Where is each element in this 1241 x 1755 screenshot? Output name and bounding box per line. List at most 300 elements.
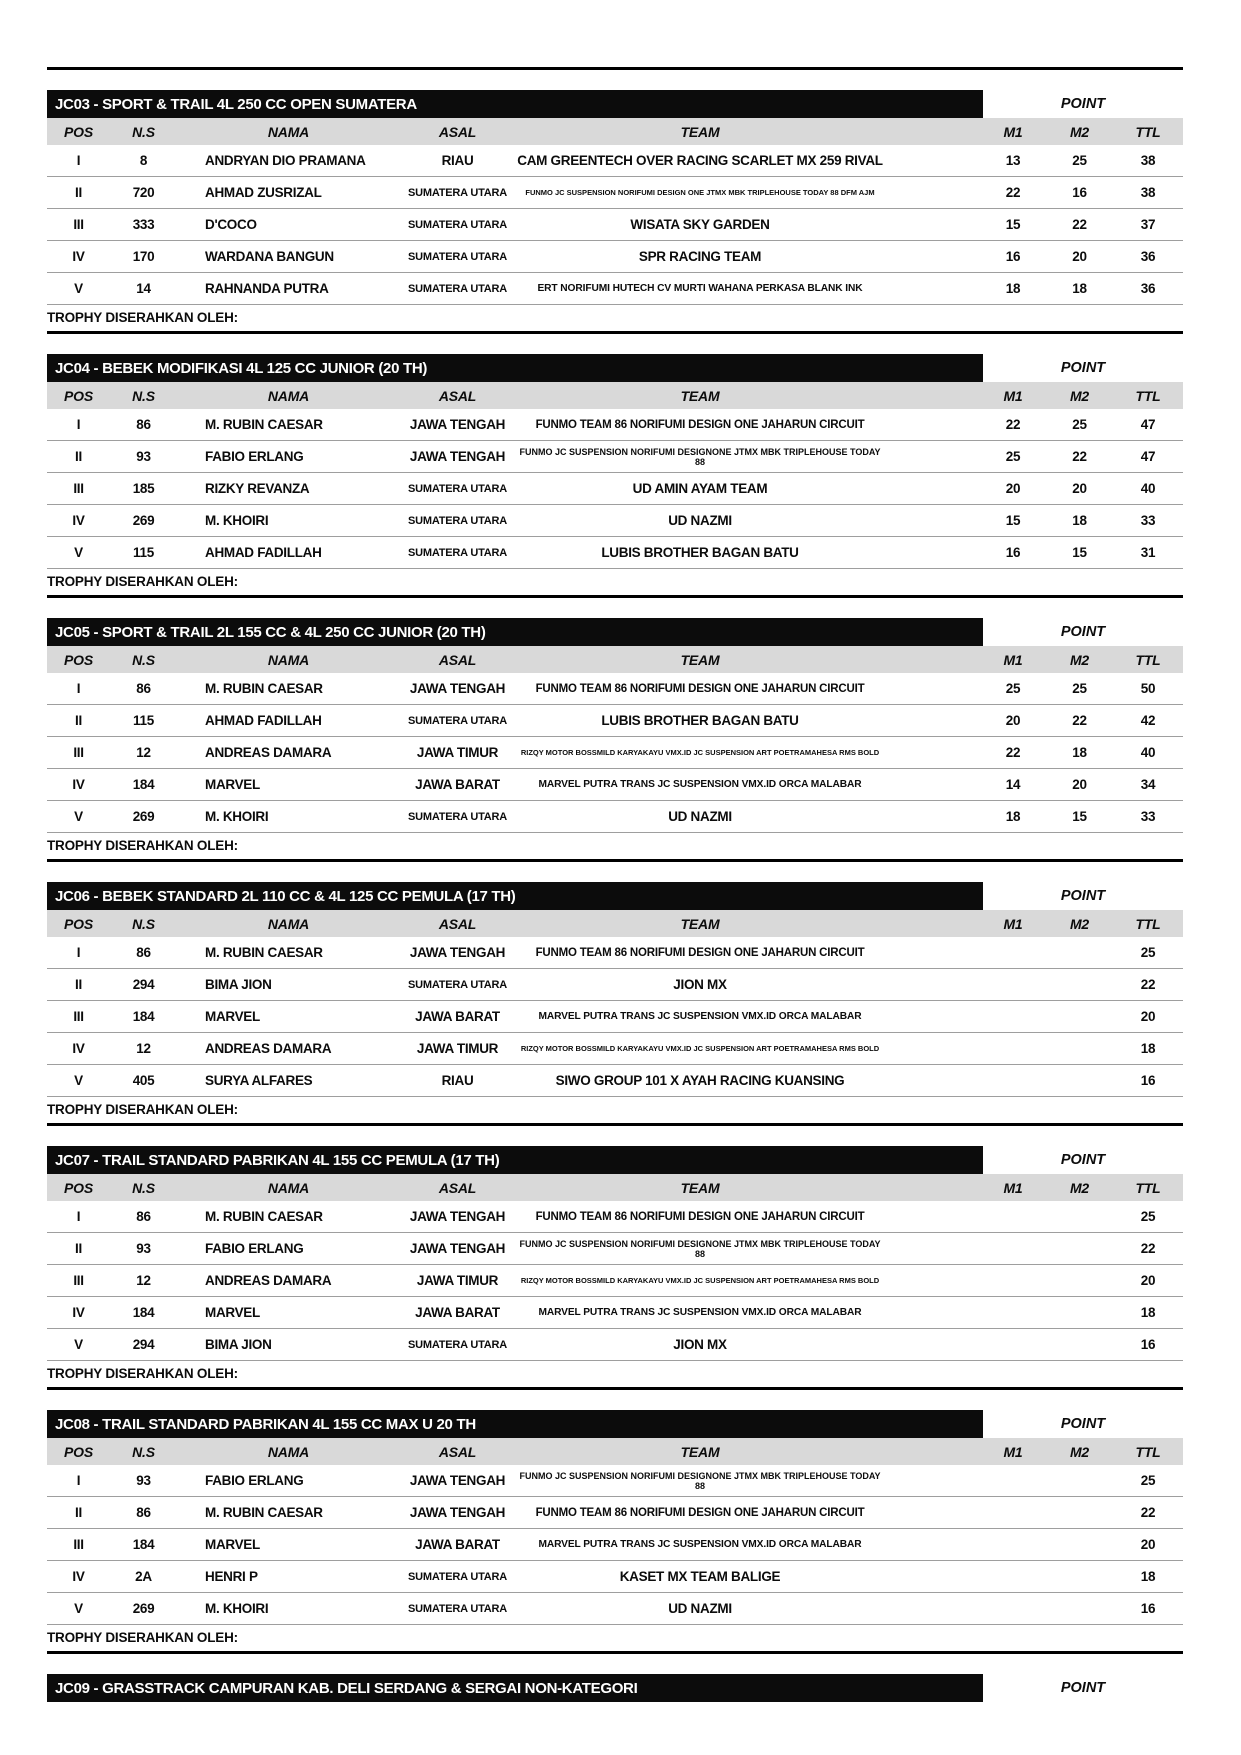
moto2-points-cell: 15 [1072,545,1087,560]
start-number-cell: 294 [132,977,155,992]
position-cell: IV [72,1041,85,1056]
class-section [47,595,1183,858]
rider-name-cell: M. KHOIRI [205,513,269,528]
rider-name-cell: MARVEL [205,1305,260,1320]
start-number-cell: 86 [136,1209,151,1224]
team-cell: RIZQY MOTOR BOSSMILD KARYAKAYU VMX.ID JC SUSPENSION ART POETRAMAHESA RMS BOLD [520,748,880,757]
col-asal: ASAL [438,387,477,404]
result-row [47,1232,1183,1264]
result-row [47,768,1183,800]
col-m1: M1 [1003,651,1023,668]
trophy-label: TROPHY DISERAHKAN OLEH: [47,1630,238,1645]
team-cell: UD NAZMI [668,1601,732,1616]
start-number-cell: 294 [132,1337,155,1352]
team-cell: KASET MX TEAM BALIGE [619,1569,781,1584]
moto1-points-cell: 16 [1005,545,1021,560]
total-points-cell: 36 [1140,249,1156,264]
total-points-cell: 18 [1140,1305,1156,1320]
moto2-points-cell: 20 [1072,481,1087,496]
rider-name-cell: M. KHOIRI [205,1601,269,1616]
origin-cell: JAWA TENGAH [409,417,506,432]
result-row [47,1528,1183,1560]
result-row [47,1592,1183,1624]
moto1-points-cell: 20 [1005,481,1021,496]
section-divider [47,1651,1183,1654]
col-m1: M1 [1003,915,1023,932]
result-row [47,937,1183,968]
team-cell: MARVEL PUTRA TRANS JC SUSPENSION VMX.ID ORCA MALABAR [538,1539,862,1550]
class-header [47,1410,1183,1438]
col-asal: ASAL [438,651,477,668]
trophy-row [47,305,1183,330]
team-cell: FUNMO JC SUSPENSION NORIFUMI DESIGNONE JTMX MBK TRIPLEHOUSE TODAY 88 [519,1470,881,1491]
start-number-cell: 184 [132,1009,155,1024]
team-cell: ERT NORIFUMI HUTECH CV MURTI WAHANA PERKASA BLANK INK [537,283,863,294]
position-cell: I [76,417,81,432]
class-header [47,1674,1183,1702]
start-number-cell: 170 [132,249,155,264]
position-cell: II [75,713,82,728]
class-title: JC04 - BEBEK MODIFIKASI 4L 125 CC JUNIOR (20 TH) [55,359,428,377]
section-divider [47,1123,1183,1126]
results-rows [47,1201,1183,1361]
col-m2: M2 [1069,1443,1090,1460]
moto2-points-cell: 25 [1072,153,1087,168]
position-cell: I [76,1209,81,1224]
result-row [47,504,1183,536]
team-cell: FUNMO TEAM 86 NORIFUMI DESIGN ONE JAHARUN CIRCUIT [535,1506,865,1519]
col-team: TEAM [680,651,720,668]
position-cell: I [76,681,81,696]
position-cell: III [73,1537,84,1552]
total-points-cell: 33 [1140,513,1156,528]
point-label: POINT [1060,360,1106,376]
moto2-points-cell: 18 [1072,745,1087,760]
team-cell: SIWO GROUP 101 X AYAH RACING KUANSING [555,1073,845,1088]
origin-cell: SUMATERA UTARA [407,1602,508,1615]
moto1-points-cell: 13 [1005,153,1021,168]
total-points-cell: 20 [1140,1273,1156,1288]
team-cell: UD NAZMI [668,809,732,824]
results-rows [47,145,1183,305]
col-pos: POS [64,1179,93,1196]
total-points-cell: 25 [1140,1473,1156,1488]
team-cell: JION MX [673,977,727,992]
results-rows [47,937,1183,1097]
team-cell: FUNMO JC SUSPENSION NORIFUMI DESIGNONE JTMX MBK TRIPLEHOUSE TODAY 88 [519,1238,881,1259]
total-points-cell: 50 [1140,681,1156,696]
point-label: POINT [1060,888,1106,904]
section-divider [47,67,1183,70]
class-section [47,1123,1183,1386]
col-asal: ASAL [438,123,477,140]
start-number-cell: 269 [132,1601,155,1616]
origin-cell: JAWA BARAT [415,1537,500,1552]
col-m2: M2 [1069,387,1090,404]
position-cell: II [75,449,82,464]
rider-name-cell: AHMAD FADILLAH [205,713,322,728]
moto2-points-cell: 22 [1072,449,1087,464]
start-number-cell: 14 [136,281,151,296]
result-row [47,272,1183,304]
origin-cell: JAWA TIMUR [416,1041,499,1056]
team-cell: FUNMO TEAM 86 NORIFUMI DESIGN ONE JAHARUN CIRCUIT [535,1210,865,1223]
rider-name-cell: WARDANA BANGUN [205,249,334,264]
trophy-label: TROPHY DISERAHKAN OLEH: [47,310,238,325]
position-cell: V [74,545,83,560]
total-points-cell: 22 [1140,977,1156,992]
moto2-points-cell: 18 [1072,281,1087,296]
section-divider [47,859,1183,862]
col-ns: N.S [132,1443,155,1460]
col-m2: M2 [1069,651,1090,668]
origin-cell: RIAU [441,153,474,168]
total-points-cell: 16 [1140,1337,1156,1352]
results-rows [47,409,1183,569]
column-header-row [47,1174,1183,1201]
total-points-cell: 22 [1140,1241,1156,1256]
class-title: JC06 - BEBEK STANDARD 2L 110 CC & 4L 125 CC PEMULA (17 TH) [55,887,516,905]
team-cell: RIZQY MOTOR BOSSMILD KARYAKAYU VMX.ID JC SUSPENSION ART POETRAMAHESA RMS BOLD [520,1044,880,1053]
team-cell: MARVEL PUTRA TRANS JC SUSPENSION VMX.ID ORCA MALABAR [538,1307,862,1318]
class-title: JC05 - SPORT & TRAIL 2L 155 CC & 4L 250 CC JUNIOR (20 TH) [55,623,486,641]
col-nama: NAMA [267,651,310,668]
origin-cell: JAWA TENGAH [409,1473,506,1488]
total-points-cell: 22 [1140,1505,1156,1520]
origin-cell: JAWA TENGAH [409,449,506,464]
rider-name-cell: BIMA JION [205,1337,272,1352]
class-header [47,90,1183,118]
position-cell: II [75,185,82,200]
col-ns: N.S [132,123,155,140]
moto1-points-cell: 22 [1005,185,1021,200]
column-header-row [47,910,1183,937]
total-points-cell: 38 [1140,153,1156,168]
col-m2: M2 [1069,915,1090,932]
class-header [47,618,1183,646]
position-cell: V [74,1601,83,1616]
col-ns: N.S [132,651,155,668]
start-number-cell: 86 [136,1505,151,1520]
origin-cell: SUMATERA UTARA [407,810,508,823]
team-cell: SPR RACING TEAM [638,249,762,264]
col-pos: POS [64,1443,93,1460]
position-cell: V [74,1073,83,1088]
class-header-bar [47,1674,983,1702]
rider-name-cell: RIZKY REVANZA [205,481,310,496]
col-nama: NAMA [267,1179,310,1196]
section-divider [47,1387,1183,1390]
rider-name-cell: MARVEL [205,777,260,792]
trophy-row [47,1625,1183,1650]
moto1-points-cell: 14 [1005,777,1021,792]
rider-name-cell: M. KHOIRI [205,809,269,824]
origin-cell: JAWA TENGAH [409,1209,506,1224]
col-ttl: TTL [1135,1443,1161,1460]
class-header-bar [47,618,983,646]
rider-name-cell: ANDREAS DAMARA [205,1273,332,1288]
col-m1: M1 [1003,387,1023,404]
total-points-cell: 20 [1140,1009,1156,1024]
class-title: JC08 - TRAIL STANDARD PABRIKAN 4L 155 CC MAX U 20 TH [55,1415,476,1433]
result-row [47,1296,1183,1328]
rider-name-cell: MARVEL [205,1537,260,1552]
total-points-cell: 16 [1140,1601,1156,1616]
result-row [47,1000,1183,1032]
start-number-cell: 2A [135,1569,152,1584]
team-cell: FUNMO TEAM 86 NORIFUMI DESIGN ONE JAHARUN CIRCUIT [535,418,865,431]
class-section [47,859,1183,1122]
col-m2: M2 [1069,1179,1090,1196]
position-cell: V [74,281,83,296]
total-points-cell: 42 [1140,713,1156,728]
col-ns: N.S [132,1179,155,1196]
team-cell: FUNMO TEAM 86 NORIFUMI DESIGN ONE JAHARUN CIRCUIT [535,946,865,959]
origin-cell: SUMATERA UTARA [407,1570,508,1583]
col-m1: M1 [1003,123,1023,140]
rider-name-cell: ANDREAS DAMARA [205,745,332,760]
origin-cell: JAWA TENGAH [409,1505,506,1520]
col-pos: POS [64,651,93,668]
position-cell: II [75,1505,82,1520]
origin-cell: SUMATERA UTARA [407,282,508,295]
point-label: POINT [1060,1416,1106,1432]
moto1-points-cell: 25 [1005,449,1021,464]
moto2-points-cell: 22 [1072,217,1087,232]
results-sections [47,67,1183,1703]
team-cell: WISATA SKY GARDEN [630,217,770,232]
start-number-cell: 86 [136,417,151,432]
column-header-row [47,1438,1183,1465]
origin-cell: JAWA BARAT [415,777,500,792]
moto1-points-cell: 16 [1005,249,1021,264]
position-cell: III [73,217,84,232]
point-label: POINT [1060,1680,1106,1696]
origin-cell: SUMATERA UTARA [407,514,508,527]
total-points-cell: 20 [1140,1537,1156,1552]
origin-cell: SUMATERA UTARA [407,250,508,263]
col-asal: ASAL [438,915,477,932]
start-number-cell: 93 [136,1473,151,1488]
col-ns: N.S [132,915,155,932]
total-points-cell: 18 [1140,1569,1156,1584]
position-cell: III [73,745,84,760]
class-header-bar [47,90,983,118]
origin-cell: SUMATERA UTARA [407,546,508,559]
team-cell: JION MX [673,1337,727,1352]
results-rows [47,1465,1183,1625]
class-header-bar [47,1410,983,1438]
col-ttl: TTL [1135,1179,1161,1196]
start-number-cell: 405 [132,1073,155,1088]
start-number-cell: 333 [132,217,155,232]
class-header [47,354,1183,382]
total-points-cell: 40 [1140,745,1156,760]
column-header-row [47,382,1183,409]
moto1-points-cell: 22 [1005,417,1021,432]
team-cell: CAM GREENTECH OVER RACING SCARLET MX 259 RIVAL [517,153,883,168]
start-number-cell: 184 [132,1537,155,1552]
result-row [47,800,1183,832]
origin-cell: SUMATERA UTARA [407,1338,508,1351]
class-title: JC09 - GRASSTRACK CAMPURAN KAB. DELI SERDANG & SERGAI NON-KATEGORI [55,1679,638,1697]
result-row [47,145,1183,176]
trophy-row [47,1361,1183,1386]
rider-name-cell: RAHNANDA PUTRA [205,281,329,296]
result-row [47,472,1183,504]
col-pos: POS [64,123,93,140]
column-header-row [47,646,1183,673]
origin-cell: JAWA TIMUR [416,745,499,760]
class-section [47,1651,1183,1702]
section-divider [47,331,1183,334]
result-row [47,968,1183,1000]
start-number-cell: 184 [132,1305,155,1320]
trophy-label: TROPHY DISERAHKAN OLEH: [47,1102,238,1117]
start-number-cell: 8 [139,153,148,168]
position-cell: III [73,481,84,496]
rider-name-cell: FABIO ERLANG [205,1473,304,1488]
trophy-row [47,569,1183,594]
trophy-row [47,833,1183,858]
moto1-points-cell: 20 [1005,713,1021,728]
position-cell: V [74,1337,83,1352]
rider-name-cell: SURYA ALFARES [205,1073,313,1088]
column-header-row [47,118,1183,145]
result-row [47,176,1183,208]
team-cell: RIZQY MOTOR BOSSMILD KARYAKAYU VMX.ID JC SUSPENSION ART POETRAMAHESA RMS BOLD [520,1276,880,1285]
total-points-cell: 47 [1140,449,1156,464]
results-rows [47,673,1183,833]
col-m2: M2 [1069,123,1090,140]
team-cell: FUNMO JC SUSPENSION NORIFUMI DESIGNONE JTMX MBK TRIPLEHOUSE TODAY 88 [519,446,881,467]
col-m1: M1 [1003,1443,1023,1460]
result-row [47,704,1183,736]
total-points-cell: 31 [1140,545,1156,560]
col-ns: N.S [132,387,155,404]
start-number-cell: 12 [136,745,151,760]
col-asal: ASAL [438,1179,477,1196]
position-cell: IV [72,249,85,264]
point-label: POINT [1060,96,1106,112]
rider-name-cell: ANDRYAN DIO PRAMANA [205,153,366,168]
rider-name-cell: FABIO ERLANG [205,449,304,464]
trophy-label: TROPHY DISERAHKAN OLEH: [47,838,238,853]
col-team: TEAM [680,123,720,140]
class-section [47,1387,1183,1650]
col-ttl: TTL [1135,387,1161,404]
class-title: JC07 - TRAIL STANDARD PABRIKAN 4L 155 CC PEMULA (17 TH) [55,1151,500,1169]
start-number-cell: 12 [136,1273,151,1288]
result-row [47,673,1183,704]
position-cell: I [76,1473,81,1488]
col-team: TEAM [680,387,720,404]
origin-cell: SUMATERA UTARA [407,186,508,199]
class-section [47,67,1183,330]
start-number-cell: 115 [133,545,154,560]
origin-cell: SUMATERA UTARA [407,978,508,991]
col-team: TEAM [680,1443,720,1460]
position-cell: V [74,809,83,824]
team-cell: UD AMIN AYAM TEAM [632,481,768,496]
position-cell: III [73,1273,84,1288]
moto2-points-cell: 18 [1072,513,1087,528]
position-cell: II [75,1241,82,1256]
result-row [47,409,1183,440]
result-row [47,536,1183,568]
rider-name-cell: M. RUBIN CAESAR [205,417,323,432]
col-nama: NAMA [267,123,310,140]
rider-name-cell: M. RUBIN CAESAR [205,945,323,960]
result-row [47,1264,1183,1296]
origin-cell: JAWA BARAT [415,1305,500,1320]
class-header-bar [47,882,983,910]
class-header-bar [47,1146,983,1174]
result-row [47,440,1183,472]
result-row [47,1560,1183,1592]
team-cell: LUBIS BROTHER BAGAN BATU [601,713,799,728]
team-cell: FUNMO TEAM 86 NORIFUMI DESIGN ONE JAHARUN CIRCUIT [535,682,865,695]
total-points-cell: 47 [1140,417,1156,432]
moto2-points-cell: 22 [1072,713,1087,728]
total-points-cell: 38 [1140,185,1156,200]
class-header [47,882,1183,910]
col-ttl: TTL [1135,123,1161,140]
moto1-points-cell: 15 [1005,217,1021,232]
rider-name-cell: AHMAD ZUSRIZAL [205,185,322,200]
start-number-cell: 86 [136,681,151,696]
point-label: POINT [1060,624,1106,640]
moto2-points-cell: 16 [1072,185,1087,200]
col-nama: NAMA [267,915,310,932]
total-points-cell: 25 [1140,945,1156,960]
team-cell: LUBIS BROTHER BAGAN BATU [601,545,799,560]
trophy-label: TROPHY DISERAHKAN OLEH: [47,1366,238,1381]
class-section [47,331,1183,594]
moto1-points-cell: 25 [1005,681,1021,696]
result-row [47,1465,1183,1496]
result-row [47,240,1183,272]
moto2-points-cell: 15 [1072,809,1087,824]
origin-cell: JAWA TIMUR [416,1273,499,1288]
position-cell: III [73,1009,84,1024]
col-m1: M1 [1003,1179,1023,1196]
result-row [47,1201,1183,1232]
origin-cell: SUMATERA UTARA [407,482,508,495]
position-cell: IV [72,777,85,792]
col-ttl: TTL [1135,915,1161,932]
rider-name-cell: FABIO ERLANG [205,1241,304,1256]
moto2-points-cell: 25 [1072,681,1087,696]
trophy-label: TROPHY DISERAHKAN OLEH: [47,574,238,589]
total-points-cell: 18 [1140,1041,1156,1056]
start-number-cell: 115 [133,713,154,728]
start-number-cell: 269 [132,809,155,824]
origin-cell: SUMATERA UTARA [407,714,508,727]
position-cell: II [75,977,82,992]
origin-cell: JAWA TENGAH [409,1241,506,1256]
position-cell: IV [72,1569,85,1584]
rider-name-cell: M. RUBIN CAESAR [205,1209,323,1224]
team-cell: FUNMO JC SUSPENSION NORIFUMI DESIGN ONE JTMX MBK TRIPLEHOUSE TODAY 88 DFM AJM [525,188,875,197]
moto1-points-cell: 15 [1005,513,1021,528]
rider-name-cell: BIMA JION [205,977,272,992]
class-title: JC03 - SPORT & TRAIL 4L 250 CC OPEN SUMATERA [55,95,417,113]
point-label: POINT [1060,1152,1106,1168]
start-number-cell: 184 [132,777,155,792]
total-points-cell: 34 [1140,777,1156,792]
start-number-cell: 12 [136,1041,151,1056]
